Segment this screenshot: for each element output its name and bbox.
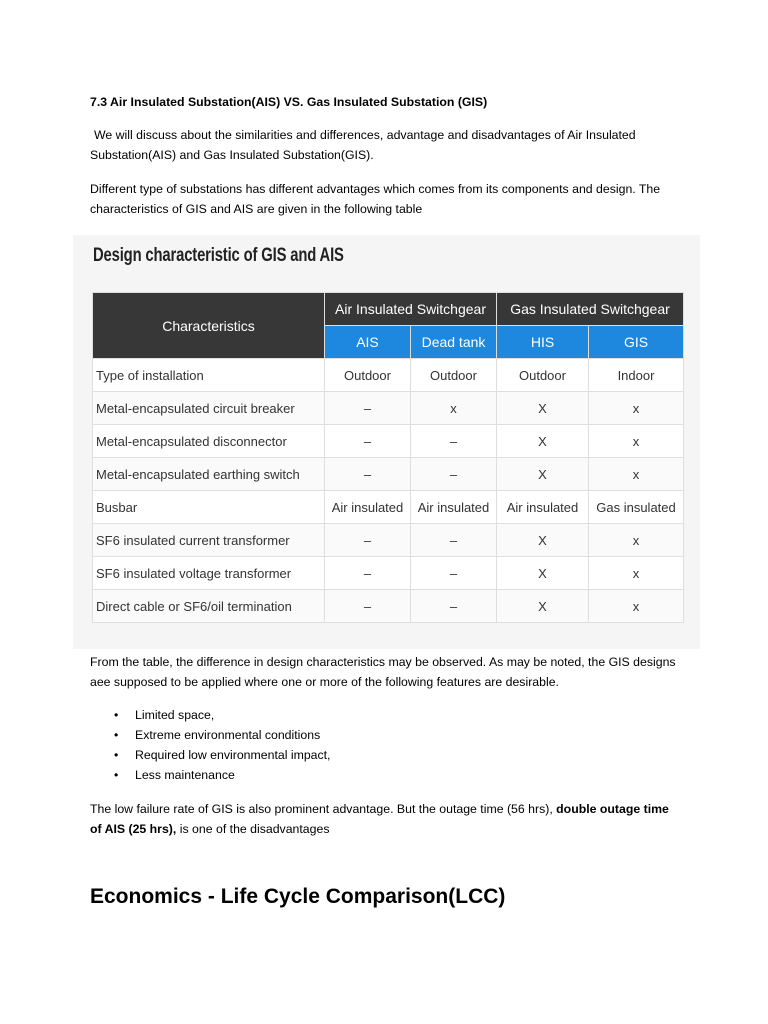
- table-row: [93, 491, 684, 524]
- table-row: [93, 425, 684, 458]
- table-cell: Air insulated: [325, 491, 411, 524]
- row-label: Direct cable or SF6/oil termination: [93, 590, 325, 623]
- table-cell: Gas insulated: [589, 491, 684, 524]
- economics-heading: Economics - Life Cycle Comparison(LCC): [90, 885, 506, 908]
- row-label: Metal-encapsulated disconnector: [93, 425, 325, 458]
- table-cell: Indoor: [589, 359, 684, 392]
- table-cell: Outdoor: [411, 359, 497, 392]
- from-table-paragraph: From the table, the difference in design characteristics may be observed. As may be noted, the GIS designs aee supposed to be applied where one or more of the following features are desirable.: [90, 655, 676, 689]
- table-cell: –: [411, 590, 497, 623]
- feature-list: [90, 705, 330, 785]
- bullet-icon: •: [114, 768, 119, 782]
- bullet-icon: •: [114, 708, 119, 722]
- table-cell: X: [497, 458, 589, 491]
- table-cell: –: [411, 425, 497, 458]
- table-row: [93, 557, 684, 590]
- table-cell: –: [325, 557, 411, 590]
- types-paragraph: Different type of substations has different advantages which comes from its components and design. The characteristics of GIS and AIS are given in the following table: [90, 182, 661, 216]
- table-row: [93, 359, 684, 392]
- bullet-icon: •: [114, 728, 119, 742]
- table-cell: –: [411, 458, 497, 491]
- table-row: [93, 590, 684, 623]
- table-cell: x: [589, 524, 684, 557]
- table-cell: –: [325, 524, 411, 557]
- table-row: [93, 524, 684, 557]
- intro-paragraph: We will discuss about the similarities and differences, advantage and disadvantages of Air Insulated Substation(AIS) and Gas Insulated Substation(GIS).: [90, 128, 636, 162]
- table-cell: Outdoor: [325, 359, 411, 392]
- header-characteristics: Characteristics: [93, 293, 325, 359]
- table-body: [93, 359, 684, 623]
- table-cell: Air insulated: [497, 491, 589, 524]
- row-label: Metal-encapsulated earthing switch: [93, 458, 325, 491]
- table-cell: x: [589, 590, 684, 623]
- row-label: Type of installation: [93, 359, 325, 392]
- table-cell: X: [497, 425, 589, 458]
- table-cell: X: [497, 524, 589, 557]
- list-item: • Limited space,: [90, 705, 330, 725]
- table-cell: X: [497, 392, 589, 425]
- figure-title: Design characteristic of GIS and AIS: [93, 245, 344, 266]
- table-cell: –: [325, 425, 411, 458]
- table-cell: x: [589, 392, 684, 425]
- table-cell: Air insulated: [411, 491, 497, 524]
- subheader-dead-tank: Dead tank: [411, 326, 497, 359]
- table-cell: x: [411, 392, 497, 425]
- row-label: SF6 insulated voltage transformer: [93, 557, 325, 590]
- subheader-ais: AIS: [325, 326, 411, 359]
- table-cell: –: [411, 557, 497, 590]
- bullet-icon: •: [114, 748, 119, 762]
- failure-paragraph: The low failure rate of GIS is also prominent advantage. But the outage time (56 hrs), double outage time of AIS (25 hrs), is one of the disadvantages: [90, 802, 669, 836]
- design-characteristic-figure: [73, 235, 700, 649]
- row-label: Metal-encapsulated circuit breaker: [93, 392, 325, 425]
- table-cell: –: [325, 458, 411, 491]
- table-cell: –: [411, 524, 497, 557]
- table-cell: x: [589, 557, 684, 590]
- list-item: • Less maintenance: [90, 765, 330, 785]
- header-air-insulated: Air Insulated Switchgear: [325, 293, 497, 326]
- table-cell: X: [497, 590, 589, 623]
- table-cell: x: [589, 425, 684, 458]
- list-item: • Extreme environmental conditions: [90, 725, 330, 745]
- row-label: Busbar: [93, 491, 325, 524]
- table-cell: X: [497, 557, 589, 590]
- emphasis-text: double outage time of AIS (25 hrs),: [90, 802, 669, 836]
- subheader-his: HIS: [497, 326, 589, 359]
- table-cell: –: [325, 392, 411, 425]
- subheader-gis: GIS: [589, 326, 684, 359]
- header-gas-insulated: Gas Insulated Switchgear: [497, 293, 684, 326]
- section-heading: 7.3 Air Insulated Substation(AIS) VS. Gas Insulated Substation (GIS): [90, 95, 488, 109]
- table-cell: Outdoor: [497, 359, 589, 392]
- table-row: [93, 392, 684, 425]
- list-item: • Required low environmental impact,: [90, 745, 330, 765]
- table-cell: x: [589, 458, 684, 491]
- characteristics-table: [92, 292, 684, 623]
- row-label: SF6 insulated current transformer: [93, 524, 325, 557]
- table-row: [93, 458, 684, 491]
- table-cell: –: [325, 590, 411, 623]
